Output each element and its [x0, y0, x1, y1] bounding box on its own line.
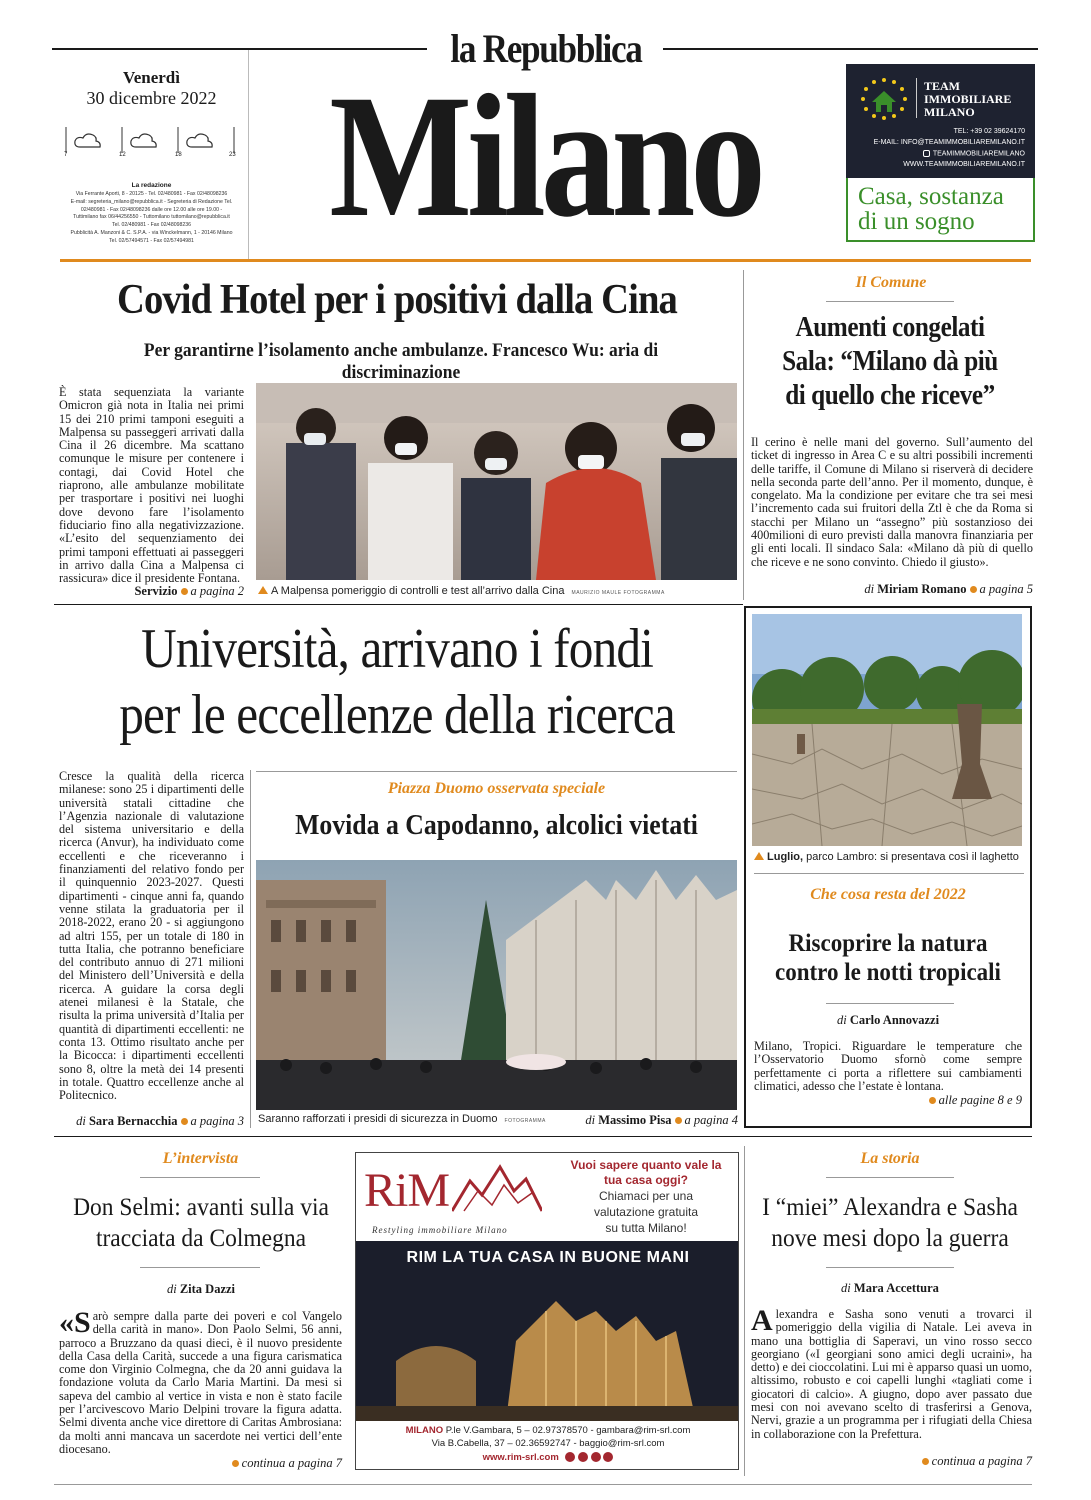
rim-addr2: Via B.Cabella, 37 – 02.36592747 - baggio@rim-srl.com	[431, 1438, 665, 1449]
date-box	[54, 50, 249, 260]
linkedin-icon[interactable]	[591, 1452, 601, 1462]
caption-triangle-icon	[258, 586, 268, 594]
storia-headline: I “miei” Alexandra e Sasha nove mesi dopo la guerra	[762, 1194, 1018, 1252]
intervista-page: continua a pagina 7	[59, 1456, 342, 1471]
bullet-icon	[232, 1460, 239, 1467]
lead-headline: Covid Hotel per i positivi dalla Cina	[117, 277, 677, 323]
weather-strip	[64, 125, 244, 161]
masthead-rule-right	[663, 48, 1038, 50]
intervista-kicker: L’intervista	[162, 1150, 239, 1167]
divider-upper	[54, 604, 743, 605]
divider-mid-left	[250, 770, 251, 1128]
movida-byline: di Massimo Pisa a pagina 4	[585, 1113, 738, 1127]
instagram-icon	[923, 150, 930, 157]
ad-brand-line-1: TEAM	[924, 79, 960, 93]
facebook-icon[interactable]	[565, 1452, 575, 1462]
ad-email: E-MAIL: INFO@TEAMIMMOBILIAREMILANO.IT	[873, 139, 1025, 146]
intervista-kicker-rule	[140, 1177, 260, 1178]
rim-addr1: MILANO P.le V.Gambara, 5 – 02.97378570 - gambara@rim-srl.com	[405, 1425, 691, 1436]
storia-dropcap: A	[751, 1304, 773, 1337]
caption-triangle-icon	[754, 852, 764, 860]
ad-brand-line-3: MILANO	[924, 105, 975, 119]
natura-kicker: Che cosa resta del 2022	[810, 886, 966, 903]
weather-time-2: 12	[119, 152, 126, 158]
bullet-icon	[922, 1458, 929, 1465]
brand-logo: la Repubblica	[450, 26, 642, 71]
intervista-byline: di Zita Dazzi	[166, 1282, 236, 1296]
bullet-icon	[929, 1097, 936, 1104]
rim-logo: RiM	[364, 1164, 450, 1217]
bullet-icon	[970, 586, 977, 593]
storia-kicker: La storia	[860, 1150, 920, 1167]
intervista-body: «Sarò sempre dalla parte dei poveri e col Vangelo della carità in mano». Don Paolo Selmi, 56 anni, parroco a Bruzzano da quasi dieci, è il nuovo presidente della Casa della Carità, succede a una figura carismatica come don Virginio Colmegna, che da 20 anni guidava la fondazione voluta da Carlo Maria Martini. Da mesi si sapeva del cambio al vertice in vista e non è stato facile per l’arcivescovo Mario Delpini trovare la figura adatta. Selmi diventa anche vice direttore di Caritas Ambrosiana: da molti anni mancava un sacerdote nei vertici dell’ente diocesano.	[59, 1306, 342, 1456]
ad-rim[interactable]	[355, 1152, 739, 1470]
rim-q4: valutazione gratuita	[593, 1205, 699, 1219]
photo-malpensa	[256, 383, 737, 580]
lead-caption: A Malpensa pomeriggio di controlli e test all’arrivo dalla Cina MAURIZIO MAULE FOTOGRAMMA	[258, 585, 738, 597]
natura-caption: Luglio, parco Lambro: si presentava così il laghetto	[754, 851, 1026, 863]
storia-kicker-rule	[826, 1177, 954, 1178]
redazione-title: La redazione	[131, 182, 172, 189]
storia-byline: di Mara Accettura	[841, 1281, 939, 1295]
lead-byline: Servizio a pagina 2	[134, 584, 244, 598]
natura-headline: Riscoprire la natura contro le notti tropicali	[775, 930, 1001, 986]
bullet-icon	[181, 588, 188, 595]
bullet-icon	[181, 1118, 188, 1125]
tiktok-icon[interactable]	[603, 1452, 613, 1462]
comune-kicker-rule	[826, 301, 954, 302]
divider-lead-right	[743, 270, 744, 600]
rim-q5: su tutta Milano!	[605, 1221, 687, 1235]
photo-parco-lambro-art	[752, 614, 1022, 846]
intervista-headline-rule	[140, 1267, 260, 1268]
storia-body: Alexandra e Sasha sono venuti a trovarci il pomeriggio della vigilia di Natale. Lei aveva in mano una bottiglia di Saperavi, un vino rosso secco georgiano («I georgiani sono amici degli ucraini», ha detto) e dei cioccolatini. Lui mi è apparso quasi un uomo, altissimo, robusto e coi capelli lunghi «tagliati come i giocatori di calcio». A giugno, dopo aver passato due mesi con noi avevano scelto di trasferirsi a Genova, Nervi, grazie a un programma per i rifugiati della Chiesa in collaborazione con la Prefettura.	[751, 1304, 1032, 1441]
divider-lower	[54, 1136, 1032, 1137]
natura-body: Milano, Tropici. Riguardare le temperature che l’Osservatorio Duomo sfornò come sempre perfettamente ci porta a riflettere sui cambiamenti climatici, adesso che l’estate è lontana.	[754, 1039, 1022, 1093]
intervista-dropcap: «S	[59, 1306, 91, 1339]
rim-photo	[356, 1241, 739, 1421]
movida-kicker: Piazza Duomo osservata speciale	[387, 780, 606, 797]
ad-slogan-2: di un sogno	[858, 208, 975, 235]
comune-byline: di Miriam Romano a pagina 5	[864, 582, 1033, 596]
city-title: Milano	[329, 59, 761, 254]
rim-web: www.rim-srl.com	[356, 1452, 739, 1463]
bottom-rule	[54, 1484, 1032, 1485]
weekday: Venerdì	[123, 68, 180, 87]
rim-q2: tua casa oggi?	[603, 1173, 689, 1187]
natura-headline-rule	[826, 1003, 954, 1004]
comune-headline: Aumenti congelati Sala: “Milano dà più di quello che riceve”	[782, 312, 998, 411]
instagram-icon[interactable]	[578, 1452, 588, 1462]
intervista-headline: Don Selmi: avanti sulla via tracciata da Colmegna	[73, 1194, 329, 1252]
rim-q3: Chiamaci per una	[598, 1189, 694, 1203]
comune-body: Il cerino è nelle mani del governo. Sull’aumento del ticket di ingresso in Area C e su altri possibili incrementi delle tariffe, il Comune di Milano si riserverà di decidere nella seconda parte dell’anno. Per il momento, dunque, è congelato. Ma la condizione per evitare che tra sei mesi l’incremento cada sui fruitori della Ztl è che da Roma si stacchi per Milano un “assegno” più sostanzioso dei 400milioni di euro previsti dalla manovra finanziaria per gli enti locali. Il sindaco Sala: «Milano dà più di quello che riceve e ne sono convinto. Chiedo il giusto».	[751, 435, 1033, 569]
universita-body: Cresce la qualità della ricerca milanese: sono 25 i dipartimenti delle università statali cittadine che l’Agenzia nazionale di valutazione del sistema universitario e della ricerca (Anvur), ha individuato come eccellenti e che riceveranno i finanziamenti del relativo fondo per il quinquennio 2023-2027. Questi dipartimenti - cinque anni fa, quando venne stilata la graduatoria per il 2018-2022, erano 20 - si aggiungono ad altri 155, per un totale di 180 in tutta Italia, che potranno beneficiare del contributo annuo di 271 milioni del Ministero dell’Università e della ricerca. A guidare la corsa degli atenei milanesi è la Statale, che risulta la prima università d’Italia per quantità di dipartimenti eccellenti: ne conta 13. Ottimo risultato anche per la Bicocca: i dipartimenti eccellenti sono 8, oltre la metà dei 14 presenti in totale. Quattro eccellenze anche al Politecnico.	[59, 769, 244, 1103]
weather-time-3: 18	[175, 152, 182, 158]
lead-body: È stata sequenziata la variante Omicron già nota in Italia nei primi 15 dei 210 primi tamponi eseguiti a Malpensa su passeggeri arrivati dalla Cina il 26 dicembre. Ma scattano comunque le misure per contenere i contagi, dai Covid Hotel che riaprono, alle ambulanze mobilitate per trasportare i positivi nei luoghi dove devono fare l’isolamento fiduciario fino alla negativizzazione. «L’esito del sequenziamento dei primi tamponi effettuati ai passeggeri in arrivo dalla Cina a Malpensa ci rassicura» dice il presidente Fontana.	[59, 385, 244, 586]
lead-subhead: Per garantirne l’isolamento anche ambulanze. Francesco Wu: aria di discriminazione	[143, 340, 659, 383]
natura-page: alle pagine 8 e 9	[754, 1093, 1022, 1108]
photo-duomo-art	[256, 860, 737, 1110]
ad-slogan-box	[846, 178, 1035, 242]
weather-time-4: 23	[229, 152, 236, 158]
divider-movida-top	[256, 771, 737, 772]
photo-malpensa-art	[256, 383, 737, 580]
ad-dark-panel	[846, 64, 1035, 178]
natura-byline: di Carlo Annovazzi	[836, 1013, 940, 1027]
universita-byline: di Sara Bernacchia a pagina 3	[76, 1114, 244, 1128]
rim-photo-art	[356, 1241, 739, 1421]
ad-tel: TEL: +39 02 39624170	[953, 128, 1025, 135]
divider-bottom-right	[744, 1146, 745, 1476]
ad-slogan-1: Casa, sostanza	[858, 183, 1004, 210]
natura-kicker-rule-top	[754, 873, 1024, 874]
house-icon	[854, 74, 914, 128]
rim-banner: RIM LA TUA CASA IN BUONE MANI	[406, 1249, 690, 1266]
date: 30 dicembre 2022	[86, 88, 217, 108]
comune-kicker: Il Comune	[855, 274, 927, 291]
photo-duomo	[256, 860, 737, 1110]
universita-headline: Università, arrivano i fondi per le eccellenze della ricerca	[119, 618, 675, 746]
ad-team-immobiliare[interactable]	[846, 64, 1035, 242]
photo-parco-lambro	[752, 614, 1022, 846]
ad-brand-line-2: IMMOBILIARE	[924, 92, 1012, 106]
ad-instagram: TEAMIMMOBILIAREMILANO	[923, 150, 1025, 157]
weather-icons	[64, 125, 244, 161]
movida-caption: Saranno rafforzati i presidi di sicurezza in Duomo FOTOGRAMMA	[258, 1113, 546, 1125]
ad-web: WWW.TEAMIMMOBILIAREMILANO.IT	[903, 161, 1025, 168]
movida-headline: Movida a Capodanno, alcolici vietati	[295, 810, 698, 841]
masthead-accent-rule	[60, 259, 1031, 262]
rim-q1: Vuoi sapere quanto vale la	[570, 1158, 722, 1172]
storia-page: continua a pagina 7	[751, 1454, 1032, 1469]
mountain-logo-icon	[452, 1163, 542, 1213]
weather-time-1: 7	[64, 152, 68, 158]
rim-logo-sub: Restyling immobiliare Milano	[372, 1225, 508, 1235]
redazione-info: Via Ferrante Aporti, 8 - 20125 - Tel. 02/480981 - Fax 02/48098236 E-mail: segreteria_milano@repubblica.it - Segreteria di Redazione Tel. 02/480981 - Fax 02/48098236 dalle ore 12.00 alle ore 19.00 - Tuttimilano fax 06/44256550 - Tuttomilano tuttomilano@repubblica.it Tel. 02/480981 - Fax 02/48098236 Pubblicità A. Manzoni & C. S.P.A. - via Winckelmann, 1 - 20146 Milano Tel. 02/57494571 - Fax 02/57494981	[70, 191, 233, 244]
bullet-icon	[675, 1117, 682, 1124]
storia-headline-rule	[826, 1267, 954, 1268]
